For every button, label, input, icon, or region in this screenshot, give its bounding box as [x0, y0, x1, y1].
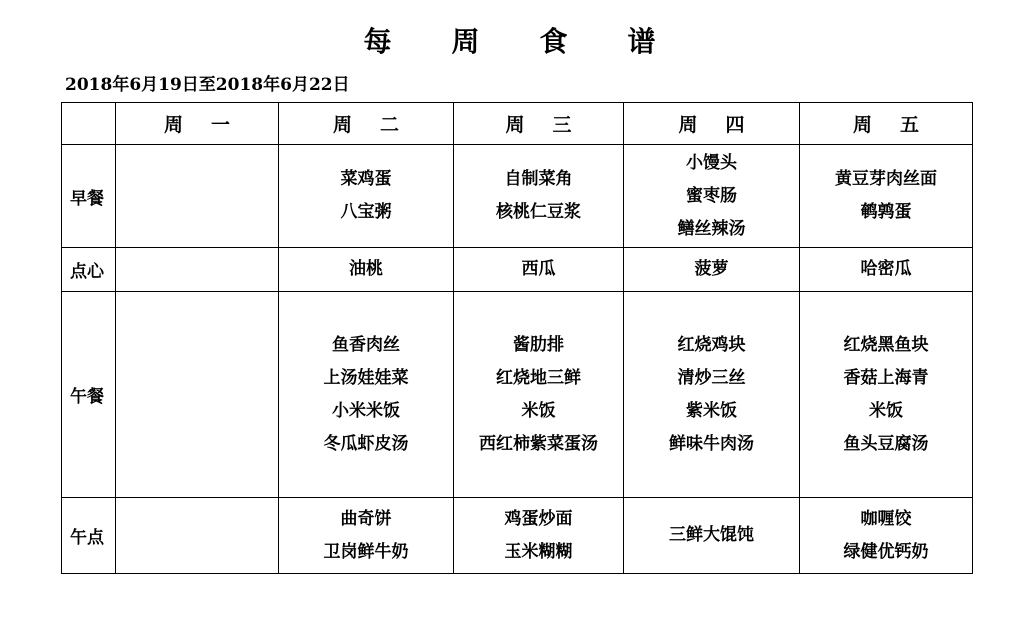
menu-cell — [116, 498, 279, 574]
header-label: 周 — [852, 114, 872, 136]
menu-item: 菜鸡蛋 — [340, 169, 392, 189]
menu-item: 鲜味牛肉汤 — [669, 433, 754, 454]
menu-item: 西瓜 — [521, 259, 556, 279]
menu-item: 鱼头豆腐汤 — [843, 433, 929, 454]
menu-item: 鹌鹑蛋 — [860, 202, 912, 222]
table-row — [62, 498, 973, 574]
menu-item: 油桃 — [349, 259, 383, 279]
menu-item: 核桃仁豆浆 — [496, 202, 581, 222]
header-friday — [800, 103, 973, 145]
menu-item: 自制菜角 — [504, 169, 573, 189]
title-char: 谱 — [627, 25, 656, 58]
menu-item: 香菇上海青 — [843, 367, 929, 388]
header-tuesday — [279, 103, 454, 145]
meal-label: 午点 — [62, 498, 116, 574]
menu-item: 小米米饭 — [332, 400, 400, 421]
menu-cell — [624, 248, 800, 292]
menu-item: 米饭 — [869, 400, 903, 421]
menu-cell — [279, 498, 454, 574]
meal-label: 点心 — [62, 248, 116, 292]
menu-cell — [800, 145, 973, 248]
menu-item: 菠萝 — [694, 259, 729, 279]
menu-item: 紫米饭 — [686, 400, 737, 421]
menu-cell — [624, 145, 800, 248]
header-label: 二 — [380, 114, 400, 136]
table-row — [62, 145, 973, 248]
header-monday — [116, 103, 279, 145]
menu-cell — [116, 248, 279, 292]
menu-cell — [116, 145, 279, 248]
header-label: 周 — [678, 114, 698, 136]
meal-label: 午餐 — [62, 292, 116, 498]
menu-item: 红烧鸡块 — [677, 334, 746, 355]
header-label: 一 — [211, 114, 231, 136]
header-wednesday — [454, 103, 624, 145]
menu-cell — [800, 292, 973, 498]
header-label: 五 — [900, 114, 920, 136]
menu-cell — [279, 292, 454, 498]
header-label: 周 — [163, 114, 183, 136]
menu-cell — [279, 248, 454, 292]
meal-label: 早餐 — [62, 145, 116, 248]
header-label: 三 — [552, 114, 572, 136]
menu-item: 卫岗鲜牛奶 — [323, 541, 409, 562]
menu-item: 西红柿紫菜蛋汤 — [479, 433, 598, 454]
menu-item: 八宝粥 — [340, 202, 392, 222]
menu-cell — [116, 292, 279, 498]
menu-cell — [454, 248, 624, 292]
menu-item: 三鲜大馄饨 — [669, 525, 754, 545]
menu-item: 蜜枣肠 — [686, 185, 737, 206]
menu-cell — [454, 292, 624, 498]
title-char: 每 — [363, 25, 392, 58]
menu-item: 绿健优钙奶 — [843, 541, 929, 562]
menu-item: 酱肋排 — [513, 334, 564, 355]
menu-item: 冬瓜虾皮汤 — [323, 433, 409, 454]
title-char: 周 — [451, 25, 480, 58]
header-thursday — [624, 103, 800, 145]
menu-item: 清炒三丝 — [677, 367, 746, 388]
menu-cell — [624, 292, 800, 498]
menu-item: 鱼香肉丝 — [332, 334, 400, 355]
menu-cell — [624, 498, 800, 574]
menu-cell — [279, 145, 454, 248]
menu-cell — [454, 145, 624, 248]
menu-item: 红烧地三鲜 — [496, 367, 581, 388]
menu-item: 小馒头 — [686, 152, 737, 173]
menu-item: 鳝丝辣汤 — [677, 218, 746, 239]
menu-item: 鸡蛋炒面 — [504, 508, 573, 529]
header-row — [62, 103, 973, 145]
menu-item: 哈密瓜 — [860, 259, 912, 279]
page-title — [0, 20, 1019, 60]
menu-item: 上汤娃娃菜 — [323, 367, 409, 388]
table-row — [62, 292, 973, 498]
title-char: 食 — [539, 25, 568, 58]
menu-cell — [800, 248, 973, 292]
menu-cell — [454, 498, 624, 574]
menu-item: 黄豆芽肉丝面 — [835, 169, 937, 189]
menu-item: 米饭 — [521, 400, 556, 421]
menu-cell — [800, 498, 973, 574]
menu-item: 红烧黑鱼块 — [843, 334, 929, 355]
weekly-menu-table — [61, 102, 973, 574]
table-row — [62, 248, 973, 292]
header-label: 周 — [505, 114, 525, 136]
menu-item: 玉米糊糊 — [504, 541, 573, 562]
corner-cell — [62, 103, 116, 145]
header-label: 四 — [725, 114, 745, 136]
date-range: 2018年6月19日至2018年6月22日 — [65, 75, 350, 95]
menu-item: 曲奇饼 — [340, 508, 392, 529]
menu-item: 咖喱饺 — [860, 508, 912, 529]
header-label: 周 — [332, 114, 352, 136]
